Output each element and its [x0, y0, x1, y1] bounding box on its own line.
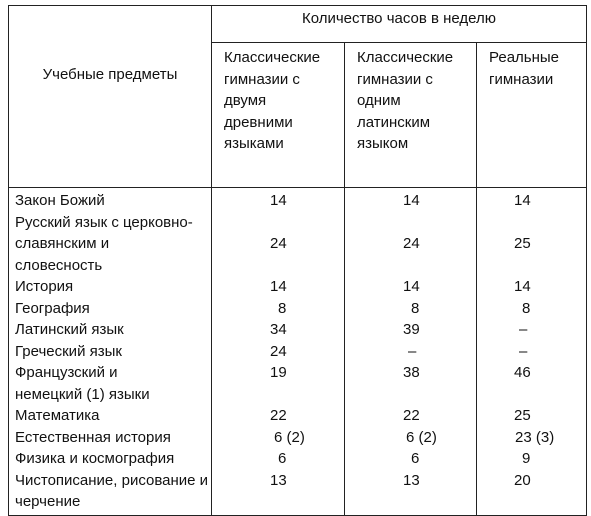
school-type-header: Классические гимназии с одним латинским языком — [345, 43, 477, 188]
subject-name: История — [9, 276, 212, 298]
hours-value: 8 — [345, 298, 477, 320]
hours-value: 6 — [212, 448, 345, 470]
hours-value: 13 — [345, 470, 477, 516]
subject-name: Закон Божий — [9, 188, 212, 212]
hours-value: 25 — [477, 212, 587, 277]
hours-value: 14 — [477, 188, 587, 212]
hours-value: 22 — [212, 405, 345, 427]
table-body — [9, 188, 587, 516]
hours-value: 24 — [212, 341, 345, 363]
subject-name: Чистописание, рисование и черчение — [9, 470, 212, 516]
subject-name: Латинский язык — [9, 319, 212, 341]
curriculum-hours-table — [8, 5, 587, 516]
table-row — [9, 341, 587, 363]
subject-name: Греческий язык — [9, 341, 212, 363]
hours-value: 13 — [212, 470, 345, 516]
subjects-column-header: Учебные предметы — [9, 6, 212, 188]
hours-value: – — [477, 319, 587, 341]
hours-value: 6 (2) — [212, 427, 345, 449]
hours-value: 34 — [212, 319, 345, 341]
subject-name: География — [9, 298, 212, 320]
hours-value: 23 (3) — [477, 427, 587, 449]
hours-value: 14 — [345, 188, 477, 212]
hours-value: 20 — [477, 470, 587, 516]
subject-name: Естественная история — [9, 427, 212, 449]
table-row — [9, 470, 587, 516]
hours-value: 6 (2) — [345, 427, 477, 449]
hours-value: 14 — [212, 276, 345, 298]
subject-name: Французский и немецкий (1) языки — [9, 362, 212, 405]
hours-value: – — [345, 341, 477, 363]
table-header — [9, 6, 587, 188]
hours-value: 46 — [477, 362, 587, 405]
subject-name: Русский язык с церковно-славянским и словесность — [9, 212, 212, 277]
hours-value: 14 — [477, 276, 587, 298]
hours-value: 9 — [477, 448, 587, 470]
hours-value: 24 — [212, 212, 345, 277]
school-type-header: Реальные гимназии — [477, 43, 587, 188]
hours-value: 8 — [212, 298, 345, 320]
table-row — [9, 362, 587, 405]
hours-value: 22 — [345, 405, 477, 427]
hours-value: 14 — [212, 188, 345, 212]
hours-value: 24 — [345, 212, 477, 277]
table-row — [9, 448, 587, 470]
hours-value: 25 — [477, 405, 587, 427]
hours-value: 6 — [345, 448, 477, 470]
hours-value: – — [477, 341, 587, 363]
subject-name: Математика — [9, 405, 212, 427]
hours-value: 38 — [345, 362, 477, 405]
table-row — [9, 276, 587, 298]
hours-per-week-header: Количество часов в неделю — [212, 6, 587, 43]
hours-value: 39 — [345, 319, 477, 341]
table-row — [9, 319, 587, 341]
table-row — [9, 298, 587, 320]
table-row — [9, 427, 587, 449]
subject-name: Физика и космография — [9, 448, 212, 470]
hours-value: 8 — [477, 298, 587, 320]
hours-value: 14 — [345, 276, 477, 298]
table-row — [9, 405, 587, 427]
table-row — [9, 212, 587, 277]
table-row — [9, 188, 587, 212]
hours-value: 19 — [212, 362, 345, 405]
school-type-header: Классические гимназии с двумя древними языками — [212, 43, 345, 188]
